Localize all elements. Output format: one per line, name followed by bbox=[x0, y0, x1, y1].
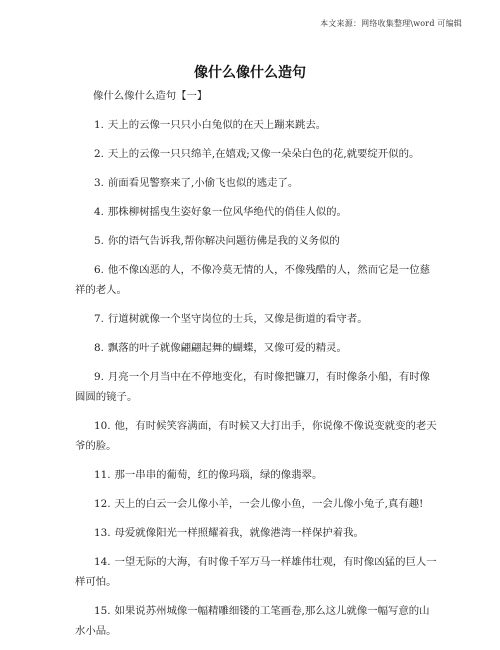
document-body bbox=[75, 86, 437, 650]
item-text: 那株柳树摇曳生姿好象一位风华绝代的俏佳人似的。 bbox=[107, 206, 347, 218]
item-text: 他，有时候笑容满面，有时候又大打出手，你说像不像说变就变的老天爷的脸。 bbox=[75, 420, 437, 452]
sentence-item bbox=[75, 231, 437, 251]
sentence-item bbox=[75, 523, 437, 543]
item-text: 母爱就像阳光一样照耀着我，就像港湾一样保护着我。 bbox=[114, 527, 364, 539]
source-note: 本文来源：网络收集整理\word 可编辑 bbox=[320, 19, 462, 28]
sentence-item bbox=[75, 309, 437, 329]
sentence-item bbox=[75, 416, 437, 456]
item-text: 天上的云像一只只小白兔似的在天上蹦来跳去。 bbox=[107, 119, 327, 131]
sentence-item bbox=[75, 465, 437, 485]
sentence-item bbox=[75, 494, 437, 514]
item-text: 他不像凶恶的人，不像冷莫无情的人，不像残酷的人，然而它是一位慈祥的老人。 bbox=[75, 264, 431, 296]
item-number: 6. bbox=[94, 264, 104, 276]
sentence-item bbox=[75, 601, 437, 641]
item-text: 如果说苏州城像一幅精雕细镂的工笔画卷,那么这儿就像一幅写意的山水小品。 bbox=[75, 605, 430, 637]
item-number: 9. bbox=[94, 371, 104, 383]
item-number: 11. bbox=[94, 469, 111, 481]
item-number: 2. bbox=[94, 148, 104, 160]
item-number: 13. bbox=[94, 527, 111, 539]
item-text: 月亮一个月当中在不停地变化，有时像把镰刀，有时像条小船，有时像圆圆的镜子。 bbox=[75, 371, 431, 403]
item-number: 15. bbox=[94, 605, 111, 617]
item-number: 7. bbox=[94, 313, 104, 325]
sentence-item bbox=[75, 367, 437, 407]
item-text: 一望无际的大海，有时像千军万马一样雄伟壮观，有时像凶猛的巨人一样可怕。 bbox=[75, 556, 437, 588]
item-number: 1. bbox=[94, 119, 104, 131]
sentence-item bbox=[75, 260, 437, 300]
item-number: 5. bbox=[94, 235, 104, 247]
sentence-item bbox=[75, 338, 437, 358]
item-number: 3. bbox=[94, 177, 104, 189]
sentence-item bbox=[75, 202, 437, 222]
sentence-item bbox=[75, 173, 437, 193]
item-number: 4. bbox=[94, 206, 104, 218]
sentence-item bbox=[75, 115, 437, 135]
item-number: 14. bbox=[94, 556, 111, 568]
item-number: 10. bbox=[94, 420, 111, 432]
section-subtitle: 像什么像什么造句【一】 bbox=[93, 90, 208, 102]
item-text: 天上的白云一会儿像小羊，一会儿像小鱼，一会儿像小兔子,真有趣! bbox=[114, 498, 424, 510]
item-text: 天上的云像一只只绵羊,在嬉戏;又像一朵朵白色的花,就要绽开似的。 bbox=[107, 148, 420, 160]
item-number: 8. bbox=[94, 342, 104, 354]
item-text: 你的语气告诉我,帮你解决问题彷佛是我的义务似的 bbox=[107, 235, 340, 247]
item-text: 那一串串的葡萄，红的像玛瑙，绿的像翡翠。 bbox=[114, 469, 323, 481]
item-text: 行道树就像一个坚守岗位的士兵，又像是街道的看守者。 bbox=[107, 313, 368, 325]
item-text: 前面看见警察来了,小偷飞也似的逃走了。 bbox=[107, 177, 299, 189]
item-text: 飘落的叶子就像翩翩起舞的蝴蝶，又像可爱的精灵。 bbox=[107, 342, 347, 354]
sentence-item bbox=[75, 144, 437, 164]
item-number: 12. bbox=[94, 498, 111, 510]
document-title: 像什么像什么造句 bbox=[194, 65, 306, 81]
sentence-item bbox=[75, 552, 437, 592]
